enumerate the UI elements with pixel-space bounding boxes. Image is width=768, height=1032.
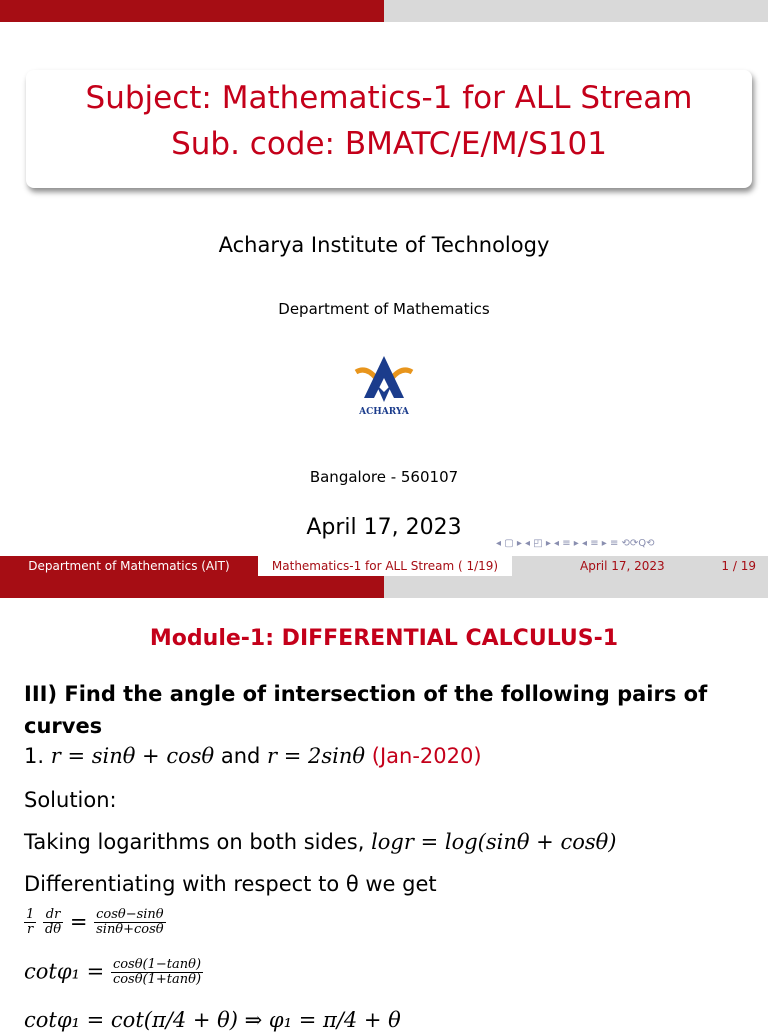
top-header-bar — [0, 0, 768, 22]
institute-name: Acharya Institute of Technology — [218, 233, 550, 257]
slide2-header-red — [0, 576, 384, 598]
subject-title: Subject: Mathematics-1 for ALL Stream — [85, 80, 693, 116]
eq1-lhs-den: r — [27, 922, 34, 937]
equation-3-partial: cotφ₁ = cot(π/4 + θ) ⇒ φ₁ = π/4 + θ — [24, 1008, 401, 1032]
eq2-den: cosθ(1+tanθ) — [112, 972, 202, 987]
item-1-number: 1. — [24, 744, 45, 768]
footer — [0, 556, 768, 576]
log-equation: logr = log(sinθ + cosθ) — [371, 830, 617, 854]
equation-1 — [24, 908, 166, 937]
slide-2 — [0, 598, 768, 1032]
eq1-rhs-den: sinθ+cosθ — [96, 922, 164, 937]
subject-code: Sub. code: BMATC/E/M/S101 — [171, 126, 607, 162]
eq2-lhs: cotφ₁ = — [24, 959, 105, 984]
exam-ref: (Jan-2020) — [371, 744, 482, 768]
eq1-rhs-num: cosθ−sinθ — [96, 907, 164, 922]
item-1 — [24, 744, 482, 768]
slide2-header-bar — [0, 576, 768, 598]
footer-date: April 17, 2023 — [580, 559, 665, 573]
and-text: and — [220, 744, 261, 768]
department-name: Department of Mathematics — [278, 300, 490, 318]
eq1-rhs-frac — [94, 908, 166, 937]
log-text: Taking logarithms on both sides, — [24, 830, 365, 854]
eq1-d-den: dθ — [44, 922, 62, 937]
diff-text: Differentiating with respect to θ we get — [24, 872, 437, 896]
eq1-lhs-num: 1 — [26, 907, 35, 922]
eq1-lhs-frac — [24, 908, 36, 937]
title-box — [26, 70, 752, 188]
footer-department: Department of Mathematics (AIT) — [0, 556, 258, 576]
curve-1: r = sinθ + cosθ — [50, 744, 215, 768]
eq1-d-frac — [43, 908, 63, 937]
eq2-num: cosθ(1−tanθ) — [112, 957, 202, 972]
top-header-red — [0, 0, 384, 22]
module-heading: Module-1: DIFFERENTIAL CALCULUS-1 — [149, 626, 619, 651]
curve-2: r = 2sinθ — [267, 744, 366, 768]
log-step — [24, 830, 616, 854]
city: Bangalore - 560107 — [309, 468, 459, 486]
footer-right — [512, 556, 768, 576]
solution-label: Solution: — [24, 788, 117, 812]
eq1-d-num: dr — [43, 908, 63, 923]
question-heading: III) Find the angle of intersection of the following pairs of curves — [24, 682, 708, 738]
eq2-frac — [111, 958, 203, 987]
beamer-nav-controls[interactable]: ◂ ▢ ▸ ◂ ◰ ▸ ◂ ≡ ▸ ◂ ≡ ▸ ≡ ⟲⟳Q⟲ — [496, 538, 655, 549]
acharya-logo — [336, 344, 432, 440]
presentation-date: April 17, 2023 — [306, 515, 462, 540]
equation-2 — [24, 958, 203, 987]
logo-text: ACHARYA — [359, 407, 409, 417]
footer-page: 1 / 19 — [721, 559, 756, 573]
eq1-equals: = — [69, 909, 88, 934]
footer-title: Mathematics-1 for ALL Stream ( 1/19) — [258, 556, 512, 576]
